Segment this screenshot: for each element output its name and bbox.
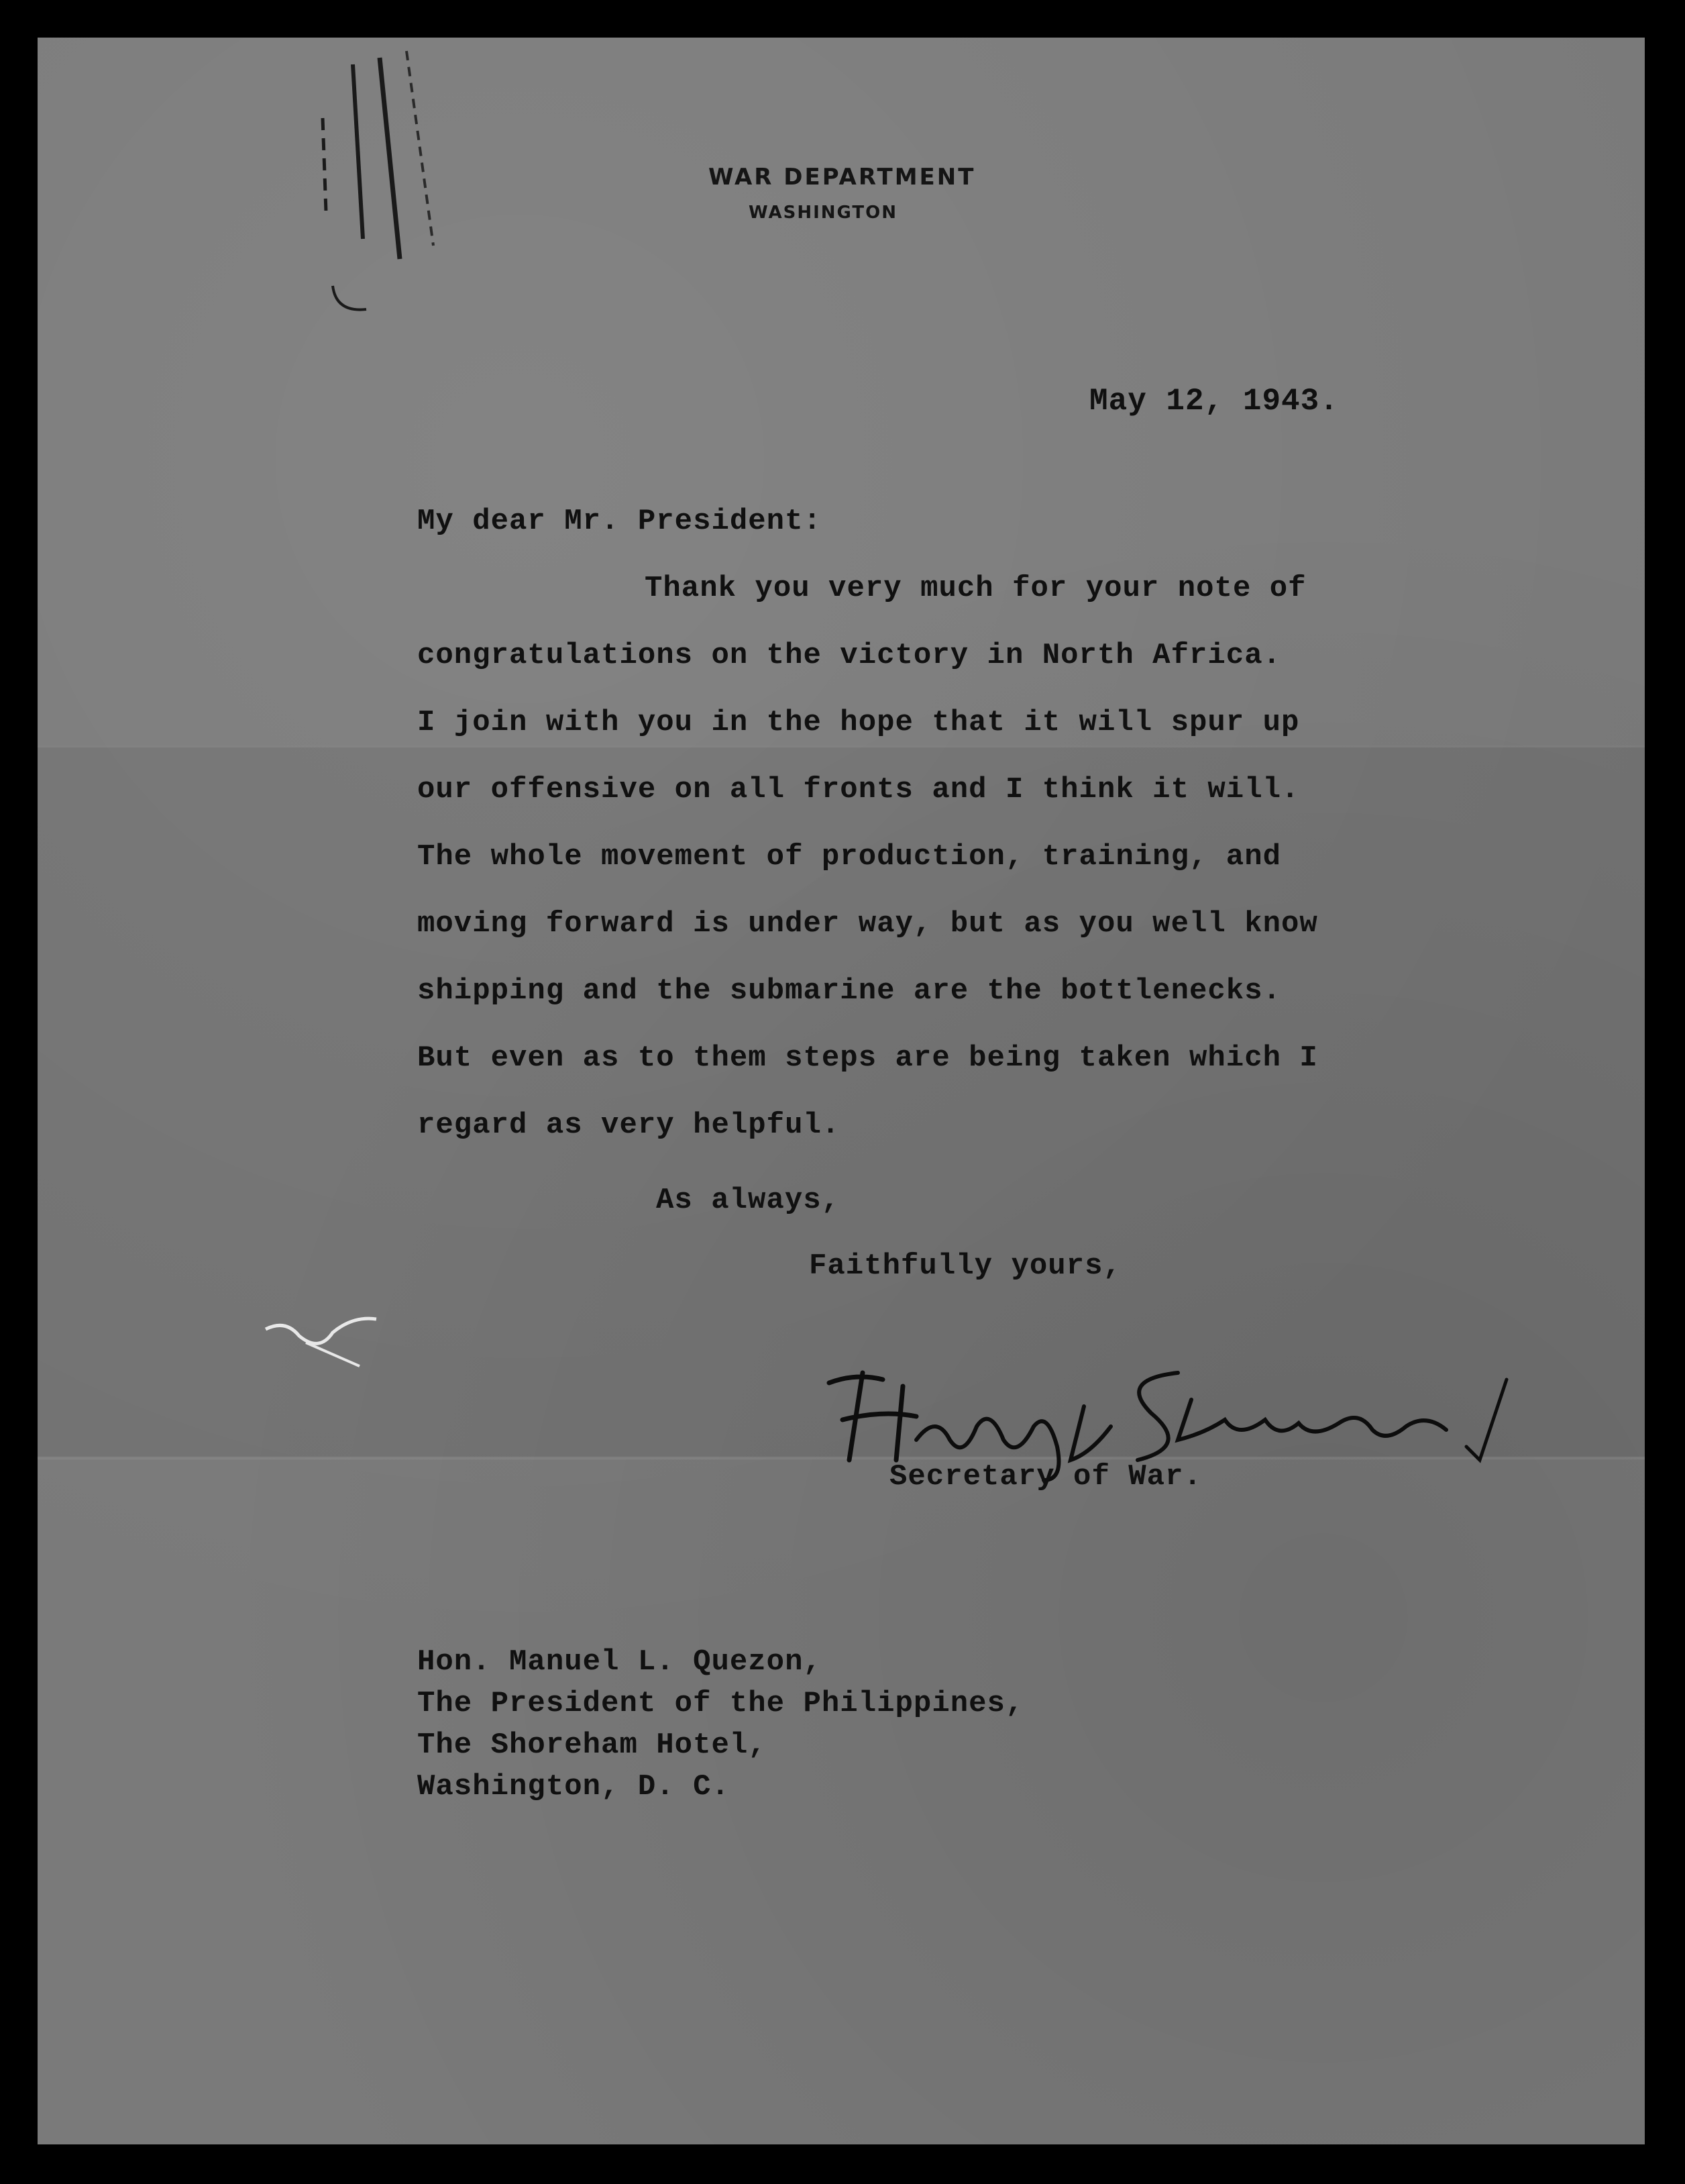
closing-line: As always, bbox=[656, 1184, 840, 1217]
complimentary-close: Faithfully yours, bbox=[809, 1249, 1122, 1283]
body-line: regard as very helpful. bbox=[417, 1108, 840, 1142]
letterhead-city: WASHINGTON bbox=[749, 203, 898, 223]
ink-smudge-marks bbox=[299, 38, 474, 319]
signer-title: Secretary of War. bbox=[889, 1460, 1202, 1494]
body-line: I join with you in the hope that it will spur up bbox=[417, 706, 1300, 739]
addressee-line: The President of the Philippines, bbox=[417, 1687, 1024, 1720]
body-line: congratulations on the victory in North Africa. bbox=[417, 639, 1282, 672]
body-line: The whole movement of production, training, and bbox=[417, 840, 1282, 874]
addressee-line: Washington, D. C. bbox=[417, 1770, 730, 1804]
salutation: My dear Mr. President: bbox=[417, 505, 822, 538]
letter-page bbox=[38, 38, 1645, 2144]
handwritten-check-mark bbox=[259, 1299, 386, 1373]
body-line: But even as to them steps are being taken which I bbox=[417, 1041, 1318, 1075]
addressee-line: The Shoreham Hotel, bbox=[417, 1728, 767, 1762]
body-line: moving forward is under way, but as you well know bbox=[417, 907, 1318, 941]
letter-date: May 12, 1943. bbox=[1089, 384, 1339, 419]
body-line: shipping and the submarine are the bottlenecks. bbox=[417, 974, 1282, 1008]
body-line: Thank you very much for your note of bbox=[645, 572, 1307, 605]
letterhead-department: WAR DEPARTMENT bbox=[708, 164, 976, 191]
addressee-line: Hon. Manuel L. Quezon, bbox=[417, 1645, 822, 1679]
body-line: our offensive on all fronts and I think it will. bbox=[417, 773, 1300, 807]
